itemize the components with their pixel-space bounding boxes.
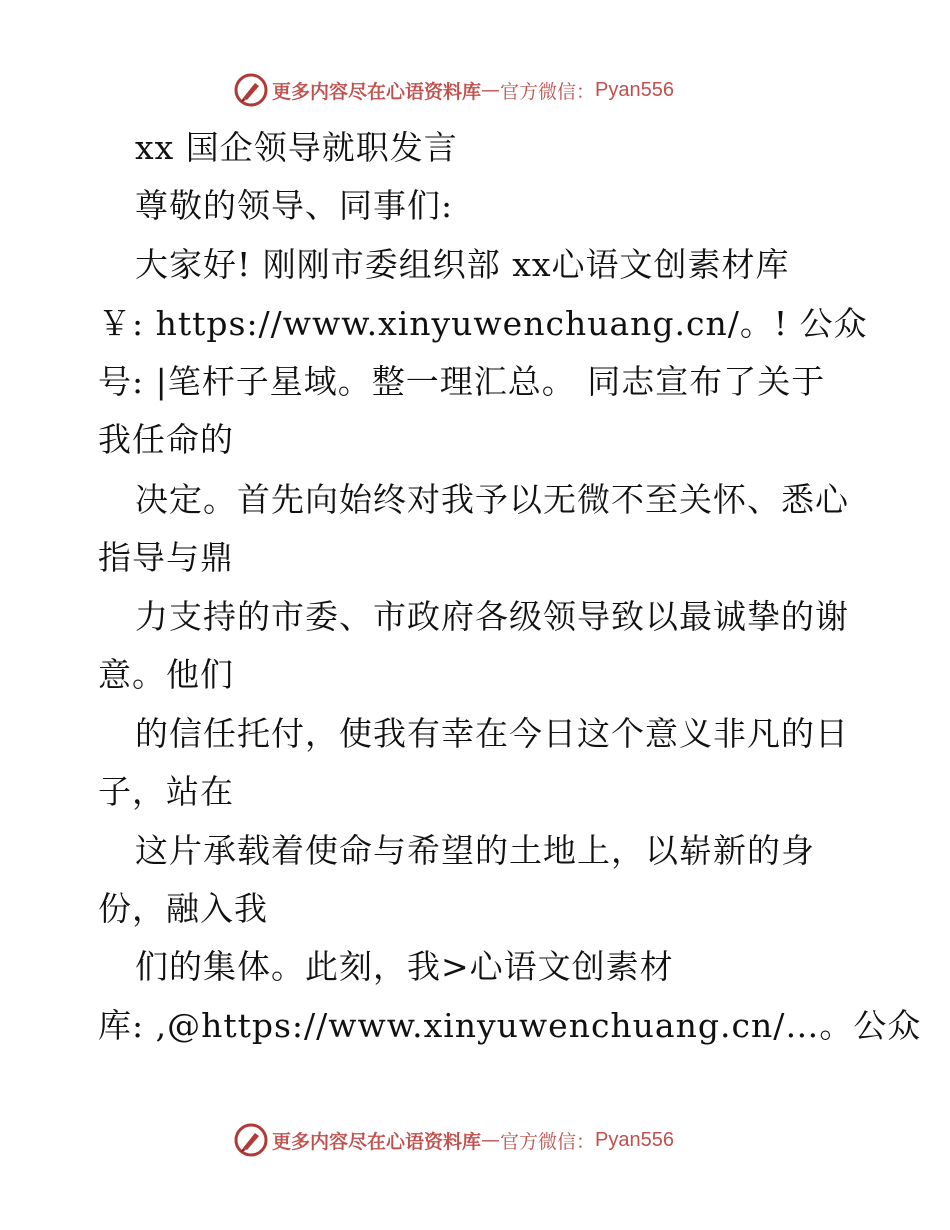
banner-wechat-id: Pyan556 [595,1128,674,1151]
banner-dash: — [481,1129,501,1151]
body-line: 指导与鼎 [98,538,234,577]
banner-wechat-id: Pyan556 [595,78,674,101]
document-title: xx 国企领导就职发言 [135,128,458,167]
body-line: 大家好! 刚刚市委组织部 xx心语文创素材库 [135,245,790,284]
banner-main-text: 更多内容尽在心语资料库 [272,80,482,103]
pen-logo-icon [234,73,268,107]
banner-wechat-label: 官方微信： [500,80,596,103]
body-line: 这片承载着使命与希望的土地上，以崭新的身 [135,831,815,870]
body-line: 我任命的 [98,420,234,459]
header-banner [234,72,714,108]
body-line: 意。他们 [98,655,234,694]
pen-logo-icon [234,1123,268,1157]
body-line: 份，融入我 [98,889,268,928]
banner-main-text: 更多内容尽在心语资料库 [272,1130,482,1153]
footer-banner [234,1122,714,1158]
salutation-line: 尊敬的领导、同事们: [135,186,454,225]
body-line: 的信任托付，使我有幸在今日这个意义非凡的日 [135,714,849,753]
banner-wechat-label: 官方微信： [500,1130,596,1153]
body-line: 子，站在 [98,772,234,811]
body-line: 号: |笔杆子星域。整一理汇总。 同志宣布了关于 [98,362,826,401]
banner-dash: — [481,79,501,101]
body-line: 库: ,@https://www.xinyuwenchuang.cn/…。公众 [98,1006,922,1045]
body-line: ￥: https://www.xinyuwenchuang.cn/。! 公众 [98,304,868,343]
body-line: 决定。首先向始终对我予以无微不至关怀、悉心 [135,480,849,519]
body-line: 力支持的市委、市政府各级领导致以最诚挚的谢 [135,597,849,636]
body-line: 们的集体。此刻，我>心语文创素材 [135,947,674,986]
